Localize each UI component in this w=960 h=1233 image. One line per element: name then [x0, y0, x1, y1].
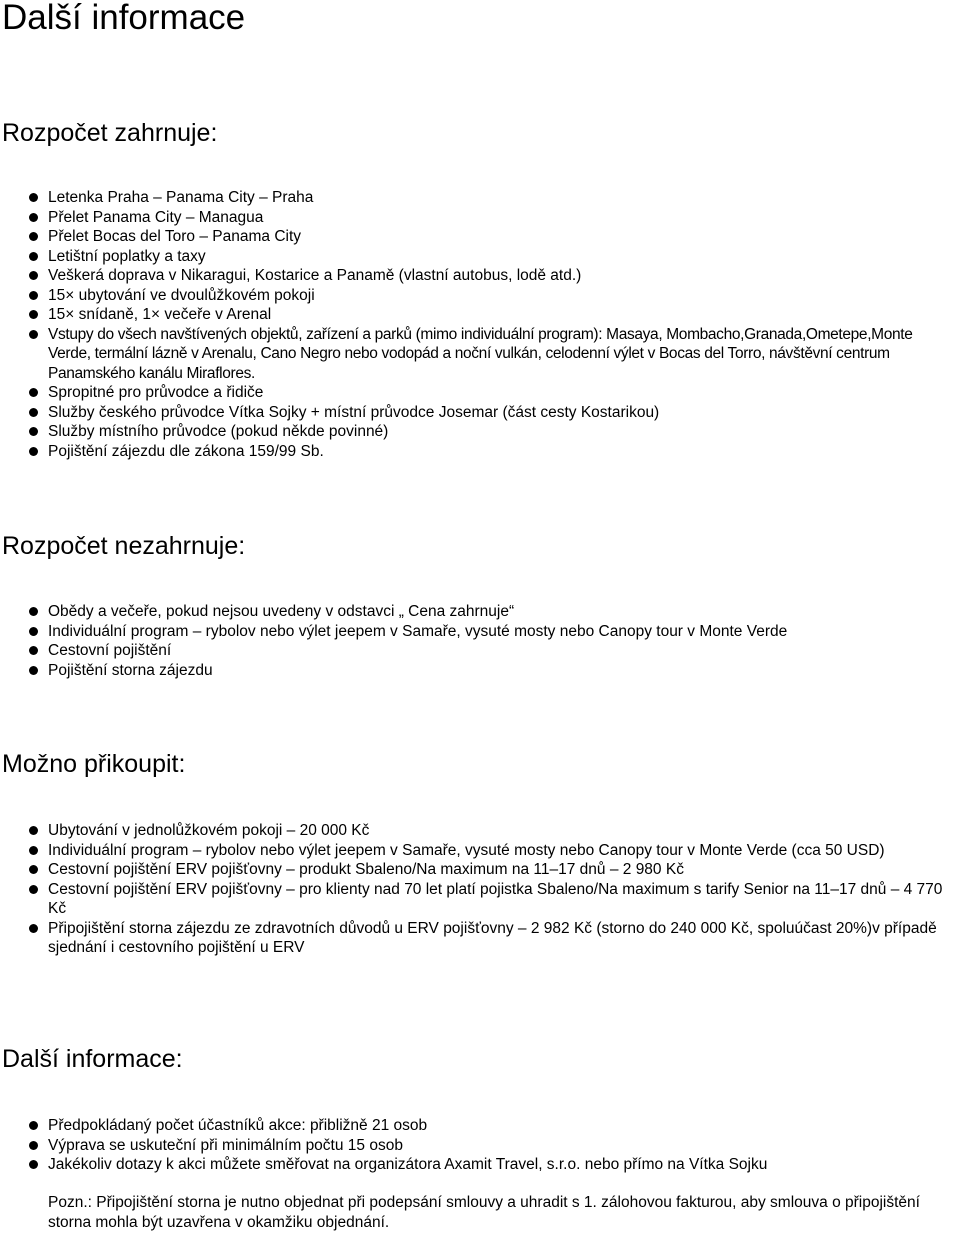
can-purchase-list [0, 821, 960, 958]
section-heading-more-info: Další informace: [2, 1045, 183, 1073]
list-item: Jakékoliv dotazy k akci můžete směřovat na organizátora Axamit Travel, s.r.o. nebo přímo na Vítka Sojku [0, 1155, 960, 1175]
bullet-icon [29, 291, 38, 300]
bullet-icon [29, 427, 38, 436]
list-item: Cestovní pojištění [0, 641, 960, 661]
list-item: Výprava se uskuteční při minimálním počtu 15 osob [0, 1136, 960, 1156]
bullet-icon [29, 607, 38, 616]
bullet-icon [29, 646, 38, 655]
note-paragraph: Pozn.: Připojištění storna je nutno objednat při podepsání smlouvy a uhradit s 1. zálohovou fakturou, aby smlouva o připojištění storna mohla být uzavřena v okamžiku objednání. [48, 1194, 920, 1231]
more-info-list [0, 1116, 960, 1175]
list-item: Cestovní pojištění ERV pojišťovny – produkt Sbaleno/Na maximum na 11–17 dnů – 2 980 Kč [0, 860, 960, 880]
list-item: Cestovní pojištění ERV pojišťovny – pro klienty nad 70 let platí pojistka Sbaleno/Na maximum s tarify Senior na 11–17 dnů – 4 770 Kč [0, 880, 960, 919]
bullet-icon [29, 408, 38, 417]
list-item: Ubytování v jednolůžkovém pokoji – 20 000 Kč [0, 821, 960, 841]
list-item: Spropitné pro průvodce a řidiče [0, 383, 960, 403]
bullet-icon [29, 1121, 38, 1130]
bullet-icon [29, 627, 38, 636]
section-heading-can-purchase: Možno přikoupit: [2, 750, 186, 778]
bullet-icon [29, 1141, 38, 1150]
list-item: Vstupy do všech navštívených objektů, zařízení a parků (mimo individuální program): Masaya, Mombacho,Granada,Ometepe,Monte Verde, termální lázně v Arenalu, Cano Negro nebo vodopád a noční vulkán, celodenní výlet v Bocas del Torro, návštěvní centrum Panamského kanálu Miraflores. [0, 325, 960, 384]
bullet-icon [29, 924, 38, 933]
list-item: Veškerá doprava v Nikaragui, Kostarice a Panamě (vlastní autobus, lodě atd.) [0, 266, 960, 286]
list-item: Individuální program – rybolov nebo výlet jeepem v Samaře, vysuté mosty nebo Canopy tour v Monte Verde [0, 622, 960, 642]
bullet-icon [29, 1160, 38, 1169]
list-item: Služby místního průvodce (pokud někde povinné) [0, 422, 960, 442]
bullet-icon [29, 447, 38, 456]
list-item: Přelet Panama City – Managua [0, 208, 960, 228]
list-item: Obědy a večeře, pokud nejsou uvedeny v odstavci „ Cena zahrnuje“ [0, 602, 960, 622]
budget-excludes-list [0, 602, 960, 680]
list-item: Letenka Praha – Panama City – Praha [0, 188, 960, 208]
list-item: Letištní poplatky a taxy [0, 247, 960, 267]
bullet-icon [29, 271, 38, 280]
bullet-icon [29, 388, 38, 397]
list-item: Přelet Bocas del Toro – Panama City [0, 227, 960, 247]
budget-includes-list [0, 188, 960, 461]
bullet-icon [29, 213, 38, 222]
bullet-icon [29, 865, 38, 874]
bullet-icon [29, 193, 38, 202]
list-item: Připojištění storna zájezdu ze zdravotních důvodů u ERV pojišťovny – 2 982 Kč (storno do 240 000 Kč, spoluúčast 20%)v případě sjednání i cestovního pojištění u ERV [0, 919, 960, 958]
list-item: 15× ubytování ve dvoulůžkovém pokoji [0, 286, 960, 306]
list-item: Služby českého průvodce Vítka Sojky + místní průvodce Josemar (část cesty Kostarikou) [0, 403, 960, 423]
bullet-icon [29, 846, 38, 855]
bullet-icon [29, 826, 38, 835]
list-item: 15× snídaně, 1× večeře v Arenal [0, 305, 960, 325]
bullet-icon [29, 885, 38, 894]
section-heading-budget-includes: Rozpočet zahrnuje: [2, 119, 218, 147]
bullet-icon [29, 310, 38, 319]
section-heading-budget-excludes: Rozpočet nezahrnuje: [2, 532, 246, 560]
bullet-icon [29, 330, 38, 339]
list-item: Předpokládaný počet účastníků akce: přibližně 21 osob [0, 1116, 960, 1136]
list-item: Pojištění zájezdu dle zákona 159/99 Sb. [0, 442, 960, 462]
bullet-icon [29, 666, 38, 675]
bullet-icon [29, 232, 38, 241]
bullet-icon [29, 252, 38, 261]
list-item: Pojištění storna zájezdu [0, 661, 960, 681]
page-title: Další informace [2, 0, 246, 37]
list-item: Individuální program – rybolov nebo výlet jeepem v Samaře, vysuté mosty nebo Canopy tour v Monte Verde (cca 50 USD) [0, 841, 960, 861]
